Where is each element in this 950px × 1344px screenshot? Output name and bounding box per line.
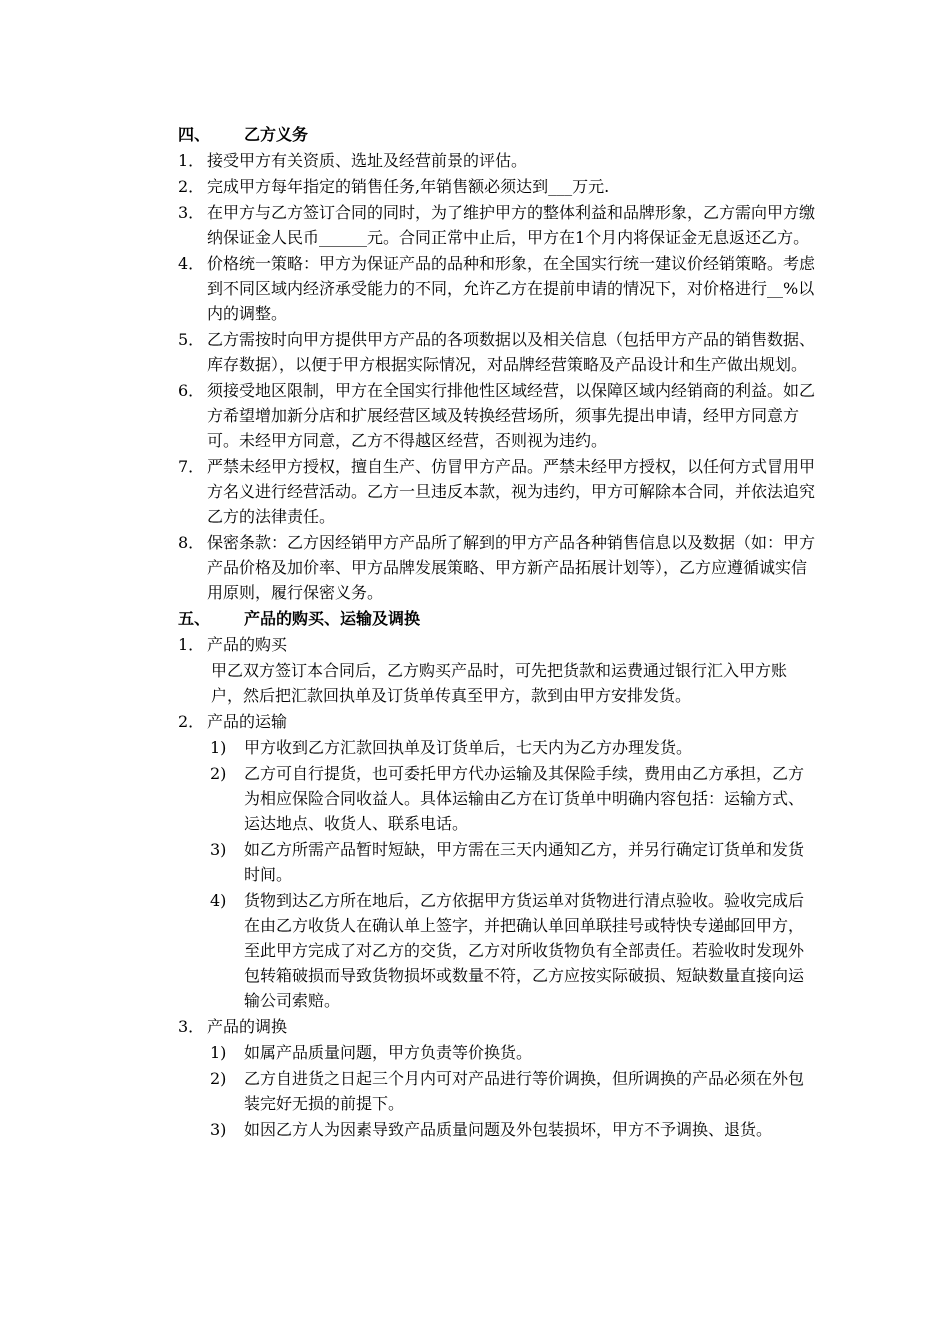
sub-item-number: 2) [210, 1069, 227, 1088]
list-item [178, 530, 818, 605]
item-number: 5． [178, 330, 205, 349]
item-text: 完成甲方每年指定的销售任务,年销售额必须达到___万元. [207, 177, 610, 196]
list-item [178, 327, 818, 377]
list-item [178, 709, 818, 734]
section-number: 四、 [178, 125, 211, 144]
sub-item-text: 如因乙方人为因素导致产品质量问题及外包装损坏，甲方不予调换、退货。 [244, 1120, 773, 1139]
list-item [178, 251, 818, 326]
item-number: 1． [178, 635, 205, 654]
sub-item [178, 1040, 818, 1065]
item-number: 7． [178, 457, 205, 476]
item-number: 1． [178, 151, 205, 170]
item-number: 2． [178, 177, 205, 196]
list-item [178, 200, 818, 250]
sub-item-number: 4) [210, 891, 227, 910]
item-text: 产品的调换 [207, 1017, 288, 1036]
item-text: 严禁未经甲方授权，擅自生产、仿冒甲方产品。严禁未经甲方授权，以任何方式冒用甲方名义进行经营活动。乙方一旦违反本款，视为违约，甲方可解除本合同，并依法追究乙方的法律责任。 [207, 457, 816, 526]
sub-item-text: 货物到达乙方所在地后，乙方依据甲方货运单对货物进行清点验收。验收完成后在由乙方收货人在确认单上签字，并把确认单回单联挂号或特快专递邮回甲方，至此甲方完成了对乙方的交货，乙方对所收货物负有全部责任。若验收时发现外包转箱破损而导致货物损坏或数量不符，乙方应按实际破损、短缺数量直接向运输公司索赔。 [244, 891, 805, 1010]
item-paragraph: 甲乙双方签订本合同后，乙方购买产品时，可先把货款和运费通过银行汇入甲方账户，然后把汇款回执单及订货单传真至甲方，款到由甲方安排发货。 [211, 661, 788, 705]
item-text: 保密条款：乙方因经销甲方产品所了解到的甲方产品各种销售信息以及数据（如：甲方产品价格及加价率、甲方品牌发展策略、甲方新产品拓展计划等），乙方应遵循诚实信用原则，履行保密义务。 [207, 533, 816, 602]
item-text: 须接受地区限制，甲方在全国实行排他性区域经营，以保障区域内经销商的利益。如乙方希望增加新分店和扩展经营区域及转换经营场所，须事先提出申请，经甲方同意方可。未经甲方同意，乙方不得越区经营，否则视为违约。 [207, 381, 816, 450]
sub-item-text: 如属产品质量问题，甲方负责等价换货。 [244, 1043, 533, 1062]
list-item [178, 632, 818, 657]
sub-item-text: 如乙方所需产品暂时短缺，甲方需在三天内通知乙方，并另行确定订货单和发货时间。 [244, 840, 805, 884]
item-text: 乙方需按时向甲方提供甲方产品的各项数据以及相关信息（包括甲方产品的销售数据、库存数据），以便于甲方根据实际情况，对品牌经营策略及产品设计和生产做出规划。 [207, 330, 816, 374]
sub-item-number: 1) [210, 1043, 227, 1062]
list-item [178, 174, 818, 199]
sub-item [178, 837, 818, 887]
item-text: 价格统一策略：甲方为保证产品的品种和形象，在全国实行统一建议价经销策略。考虑到不同区域内经济承受能力的不同，允许乙方在提前申请的情况下，对价格进行__%以内的调整。 [207, 254, 816, 323]
sub-item-number: 3) [210, 840, 227, 859]
sub-item [178, 888, 818, 1013]
sub-item-number: 1) [210, 738, 227, 757]
sub-item [178, 1066, 818, 1116]
item-text: 接受甲方有关资质、选址及经营前景的评估。 [207, 151, 528, 170]
section-title: 产品的购买、运输及调换 [244, 609, 421, 628]
sub-item-number: 2) [210, 764, 227, 783]
list-item [178, 148, 818, 173]
sub-item [178, 735, 818, 760]
item-number: 3． [178, 203, 205, 222]
section-number: 五、 [178, 609, 211, 628]
item-text: 产品的购买 [207, 635, 288, 654]
sub-item-text: 乙方自进货之日起三个月内可对产品进行等价调换，但所调换的产品必须在外包装完好无损的前提下。 [244, 1069, 805, 1113]
item-number: 2． [178, 712, 205, 731]
document-body [178, 121, 818, 1143]
list-item [178, 454, 818, 529]
sub-item-text: 甲方收到乙方汇款回执单及订货单后，七天内为乙方办理发货。 [244, 738, 693, 757]
sub-item [178, 1117, 818, 1142]
list-item [178, 378, 818, 453]
section-heading-4 [178, 122, 818, 147]
item-number: 4． [178, 254, 205, 273]
item-text: 在甲方与乙方签订合同的同时，为了维护甲方的整体利益和品牌形象，乙方需向甲方缴纳保证金人民币______元。合同正常中止后，甲方在1个月内将保证金无息返还乙方。 [207, 203, 816, 247]
item-number: 6． [178, 381, 205, 400]
item-text: 产品的运输 [207, 712, 288, 731]
sub-item-number: 3) [210, 1120, 227, 1139]
item-number: 3． [178, 1017, 205, 1036]
item-number: 8． [178, 533, 205, 552]
list-item [178, 1014, 818, 1039]
sub-item-text: 乙方可自行提货，也可委托甲方代办运输及其保险手续，费用由乙方承担，乙方为相应保险合同收益人。具体运输由乙方在订货单中明确内容包括：运输方式、运达地点、收货人、联系电话。 [244, 764, 805, 833]
sub-item [178, 761, 818, 836]
section-heading-5 [178, 606, 818, 631]
section-title: 乙方义务 [244, 125, 309, 144]
